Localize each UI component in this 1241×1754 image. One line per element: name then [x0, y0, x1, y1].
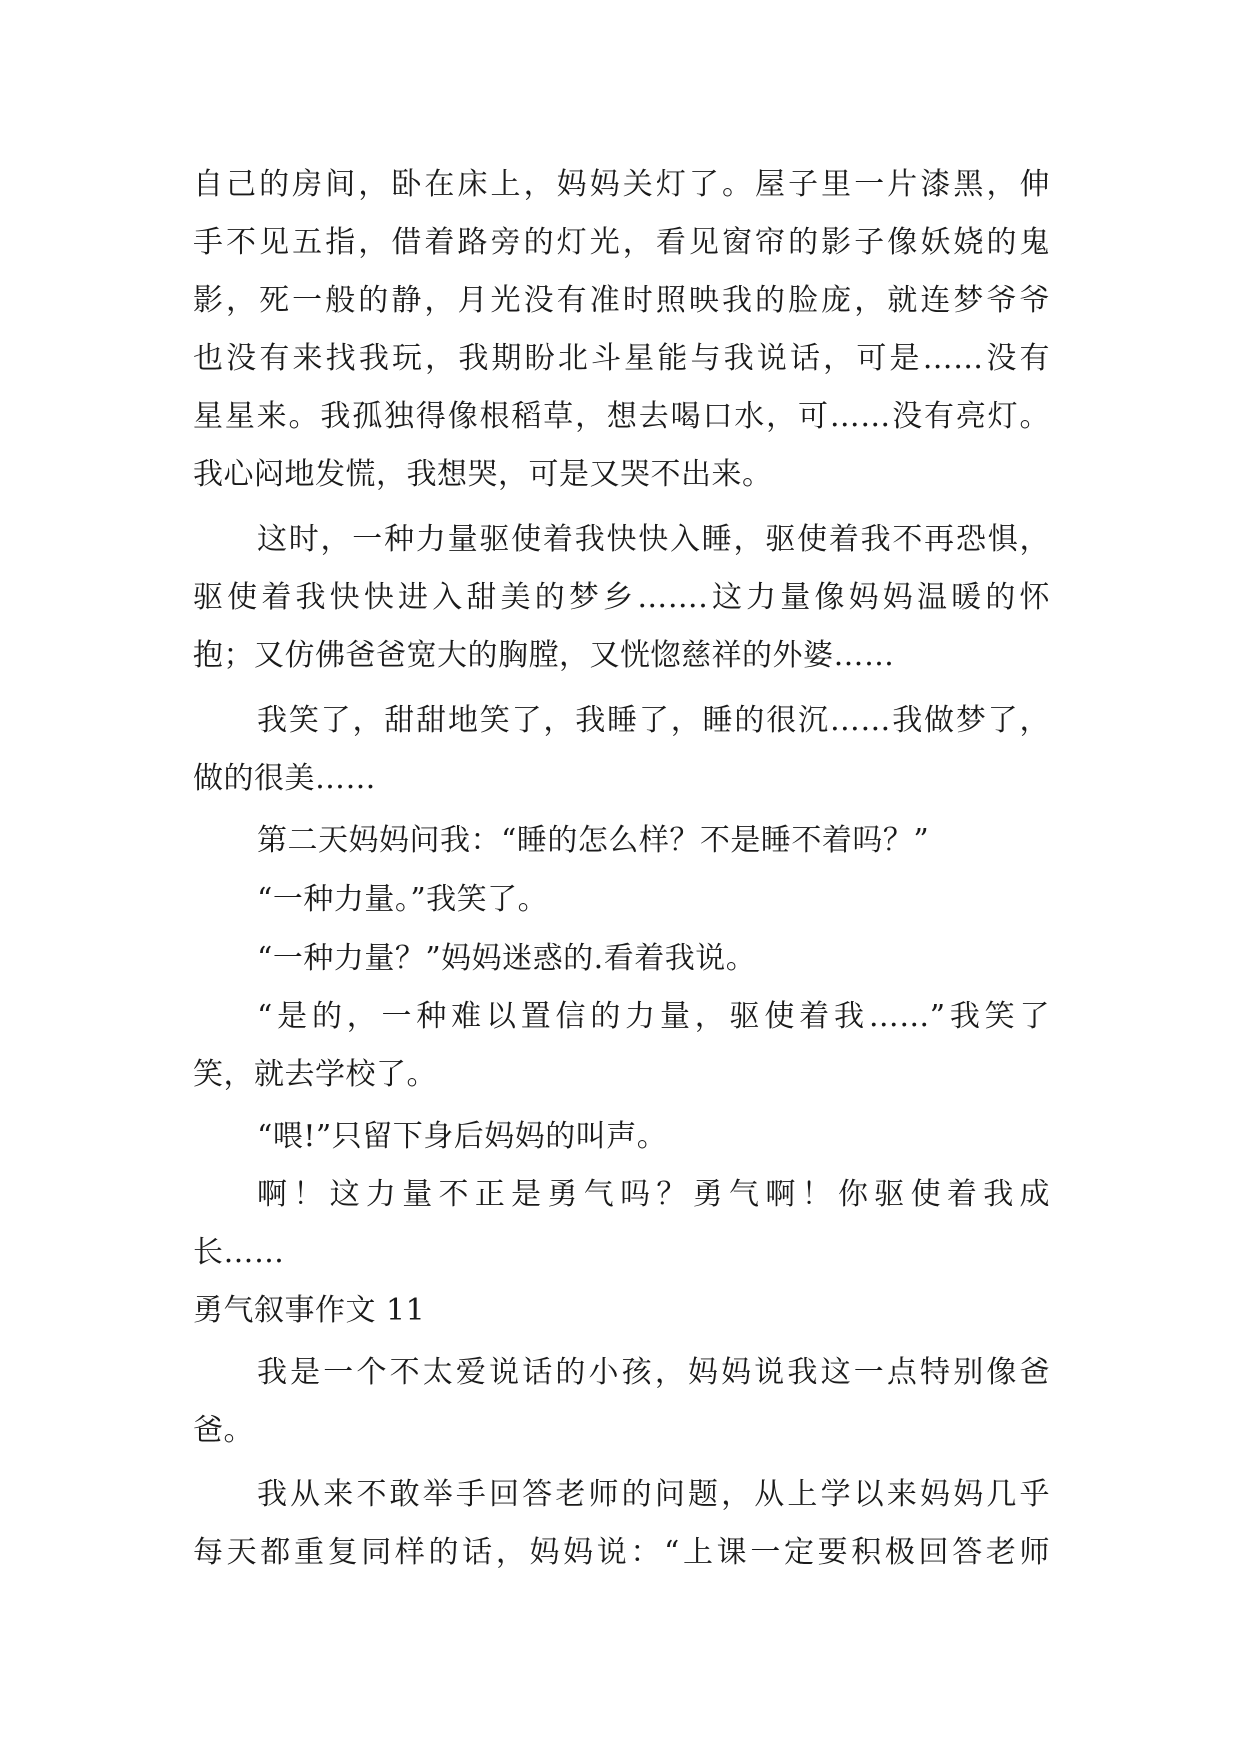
text-line: 做的很美……	[193, 761, 376, 796]
paragraph-first-line: 这时，一种力量驱使着我快快入睡，驱使着我不再恐惧，	[257, 522, 1050, 557]
text-line: 我心闷地发慌，我想哭，可是又哭不出来。	[193, 457, 773, 492]
paragraph-first-line: 我从来不敢举手回答老师的问题，从上学以来妈妈几乎	[257, 1477, 1050, 1512]
text-line: 星星来。我孤独得像根稻草，想去喝口水，可……没有亮灯。	[193, 399, 1050, 434]
paragraph-first-line: “一种力量？”妈妈迷惑的.看着我说。	[257, 941, 757, 976]
section-heading: 勇气叙事作文 11	[193, 1293, 426, 1328]
paragraph-first-line: “喂!”只留下身后妈妈的叫声。	[257, 1119, 668, 1154]
paragraph-first-line: 啊！这力量不正是勇气吗？勇气啊！你驱使着我成	[257, 1177, 1050, 1212]
text-line: 每天都重复同样的话，妈妈说：“上课一定要积极回答老师	[193, 1535, 1050, 1570]
text-line: 爸。	[193, 1413, 254, 1448]
text-line: 影，死一般的静，月光没有准时照映我的脸庞，就连梦爷爷	[193, 283, 1050, 318]
text-line: 长……	[193, 1235, 285, 1270]
paragraph-first-line: 我笑了，甜甜地笑了，我睡了，睡的很沉……我做梦了，	[257, 703, 1050, 738]
text-line: 抱；又仿佛爸爸宽大的胸膛，又恍惚慈祥的外婆……	[193, 638, 895, 673]
text-line: 手不见五指，借着路旁的灯光，看见窗帘的影子像妖娆的鬼	[193, 225, 1050, 260]
text-line: 笑，就去学校了。	[193, 1057, 437, 1092]
text-line: 也没有来找我玩，我期盼北斗星能与我说话，可是……没有	[193, 341, 1050, 376]
text-line: 驱使着我快快进入甜美的梦乡…….这力量像妈妈温暖的怀	[193, 580, 1050, 615]
paragraph-first-line: 第二天妈妈问我：“睡的怎么样？不是睡不着吗？”	[257, 823, 930, 858]
paragraph-first-line: “一种力量。”我笑了。	[257, 882, 549, 917]
text-line: 自己的房间，卧在床上，妈妈关灯了。屋子里一片漆黑，伸	[193, 167, 1050, 202]
paragraph-first-line: “是的，一种难以置信的力量，驱使着我……”我笑了	[257, 999, 1050, 1034]
paragraph-first-line: 我是一个不太爱说话的小孩，妈妈说我这一点特别像爸	[257, 1355, 1050, 1390]
